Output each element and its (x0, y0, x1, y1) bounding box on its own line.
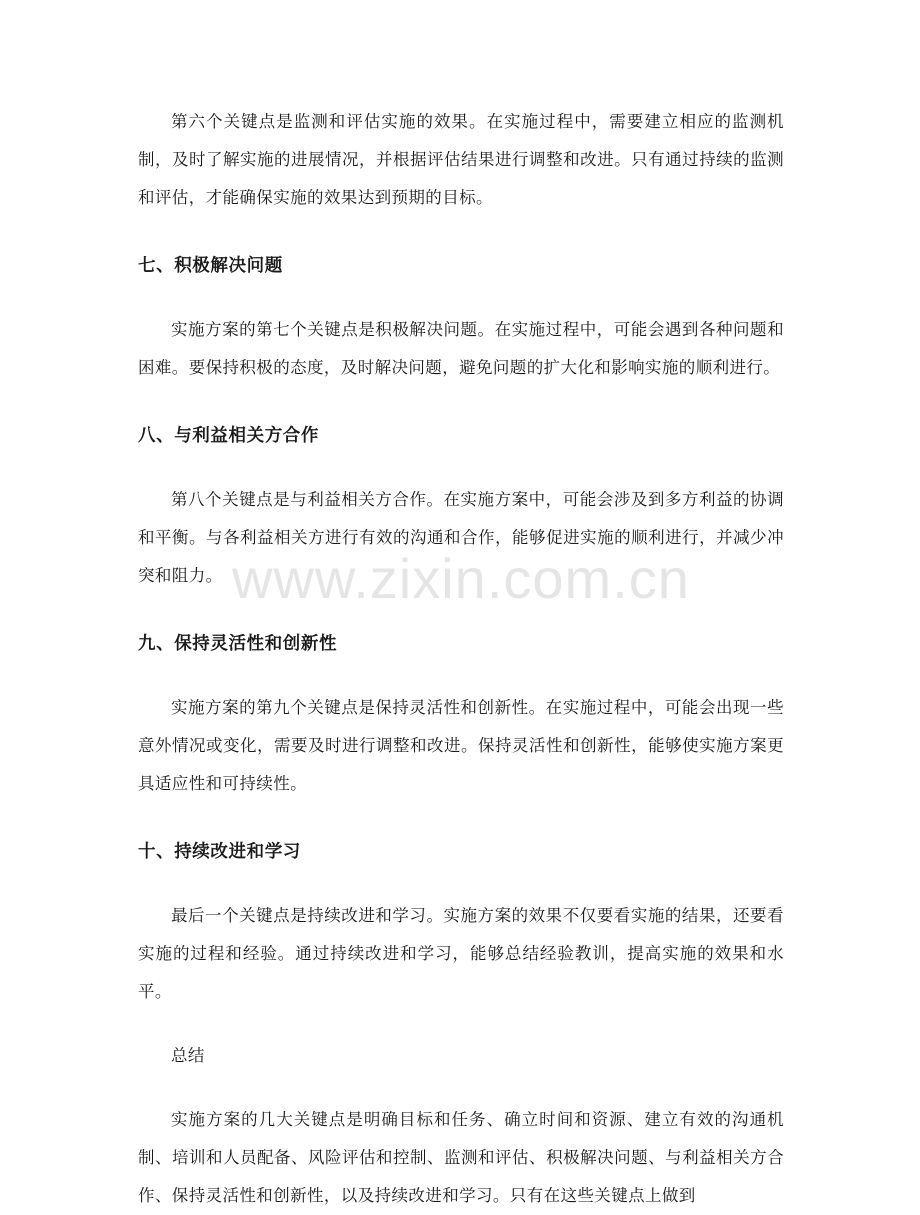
heading-section-8: 八、与利益相关方合作 (138, 426, 319, 446)
paragraph-section-7: 实施方案的第七个关键点是积极解决问题。在实施过程中，可能会遇到各种问题和困难。要保持积极的态度，及时解决问题，避免问题的扩大化和影响实施的顺利进行。 (138, 320, 784, 377)
summary-label: 总结 (171, 1046, 205, 1065)
paragraph-monitoring: 第六个关键点是监测和评估实施的效果。在实施过程中，需要建立相应的监测机制，及时了解实施的进展情况，并根据评估结果进行调整和改进。只有通过持续的监测和评估，才能确保实施的效果达到预期的目标。 (138, 112, 784, 207)
paragraph-section-10: 最后一个关键点是持续改进和学习。实施方案的效果不仅要看实施的结果，还要看实施的过程和经验。通过持续改进和学习，能够总结经验教训，提高实施的效果和水平。 (138, 906, 784, 1001)
paragraph-section-9: 实施方案的第九个关键点是保持灵活性和创新性。在实施过程中，可能会出现一些意外情况或变化，需要及时进行调整和改进。保持灵活性和创新性，能够使实施方案更具适应性和可持续性。 (138, 698, 784, 793)
heading-section-7: 七、积极解决问题 (138, 256, 283, 276)
heading-section-9: 九、保持灵活性和创新性 (138, 634, 338, 654)
document-body (138, 103, 784, 1215)
paragraph-summary: 实施方案的几大关键点是明确目标和任务、确立时间和资源、建立有效的沟通机制、培训和人员配备、风险评估和控制、监测和评估、积极解决问题、与利益相关方合作、保持灵活性和创新性，以及持续改进和学习。只有在这些关键点上做到 (138, 1110, 784, 1205)
watermark: www.zixin.com.cn (232, 547, 690, 610)
paragraph-section-8: 第八个关键点是与利益相关方合作。在实施方案中，可能会涉及到多方利益的协调和平衡。与各利益相关方进行有效的沟通和合作，能够促进实施的顺利进行，并减少冲突和阻力。 (138, 490, 784, 585)
heading-section-10: 十、持续改进和学习 (138, 842, 301, 862)
